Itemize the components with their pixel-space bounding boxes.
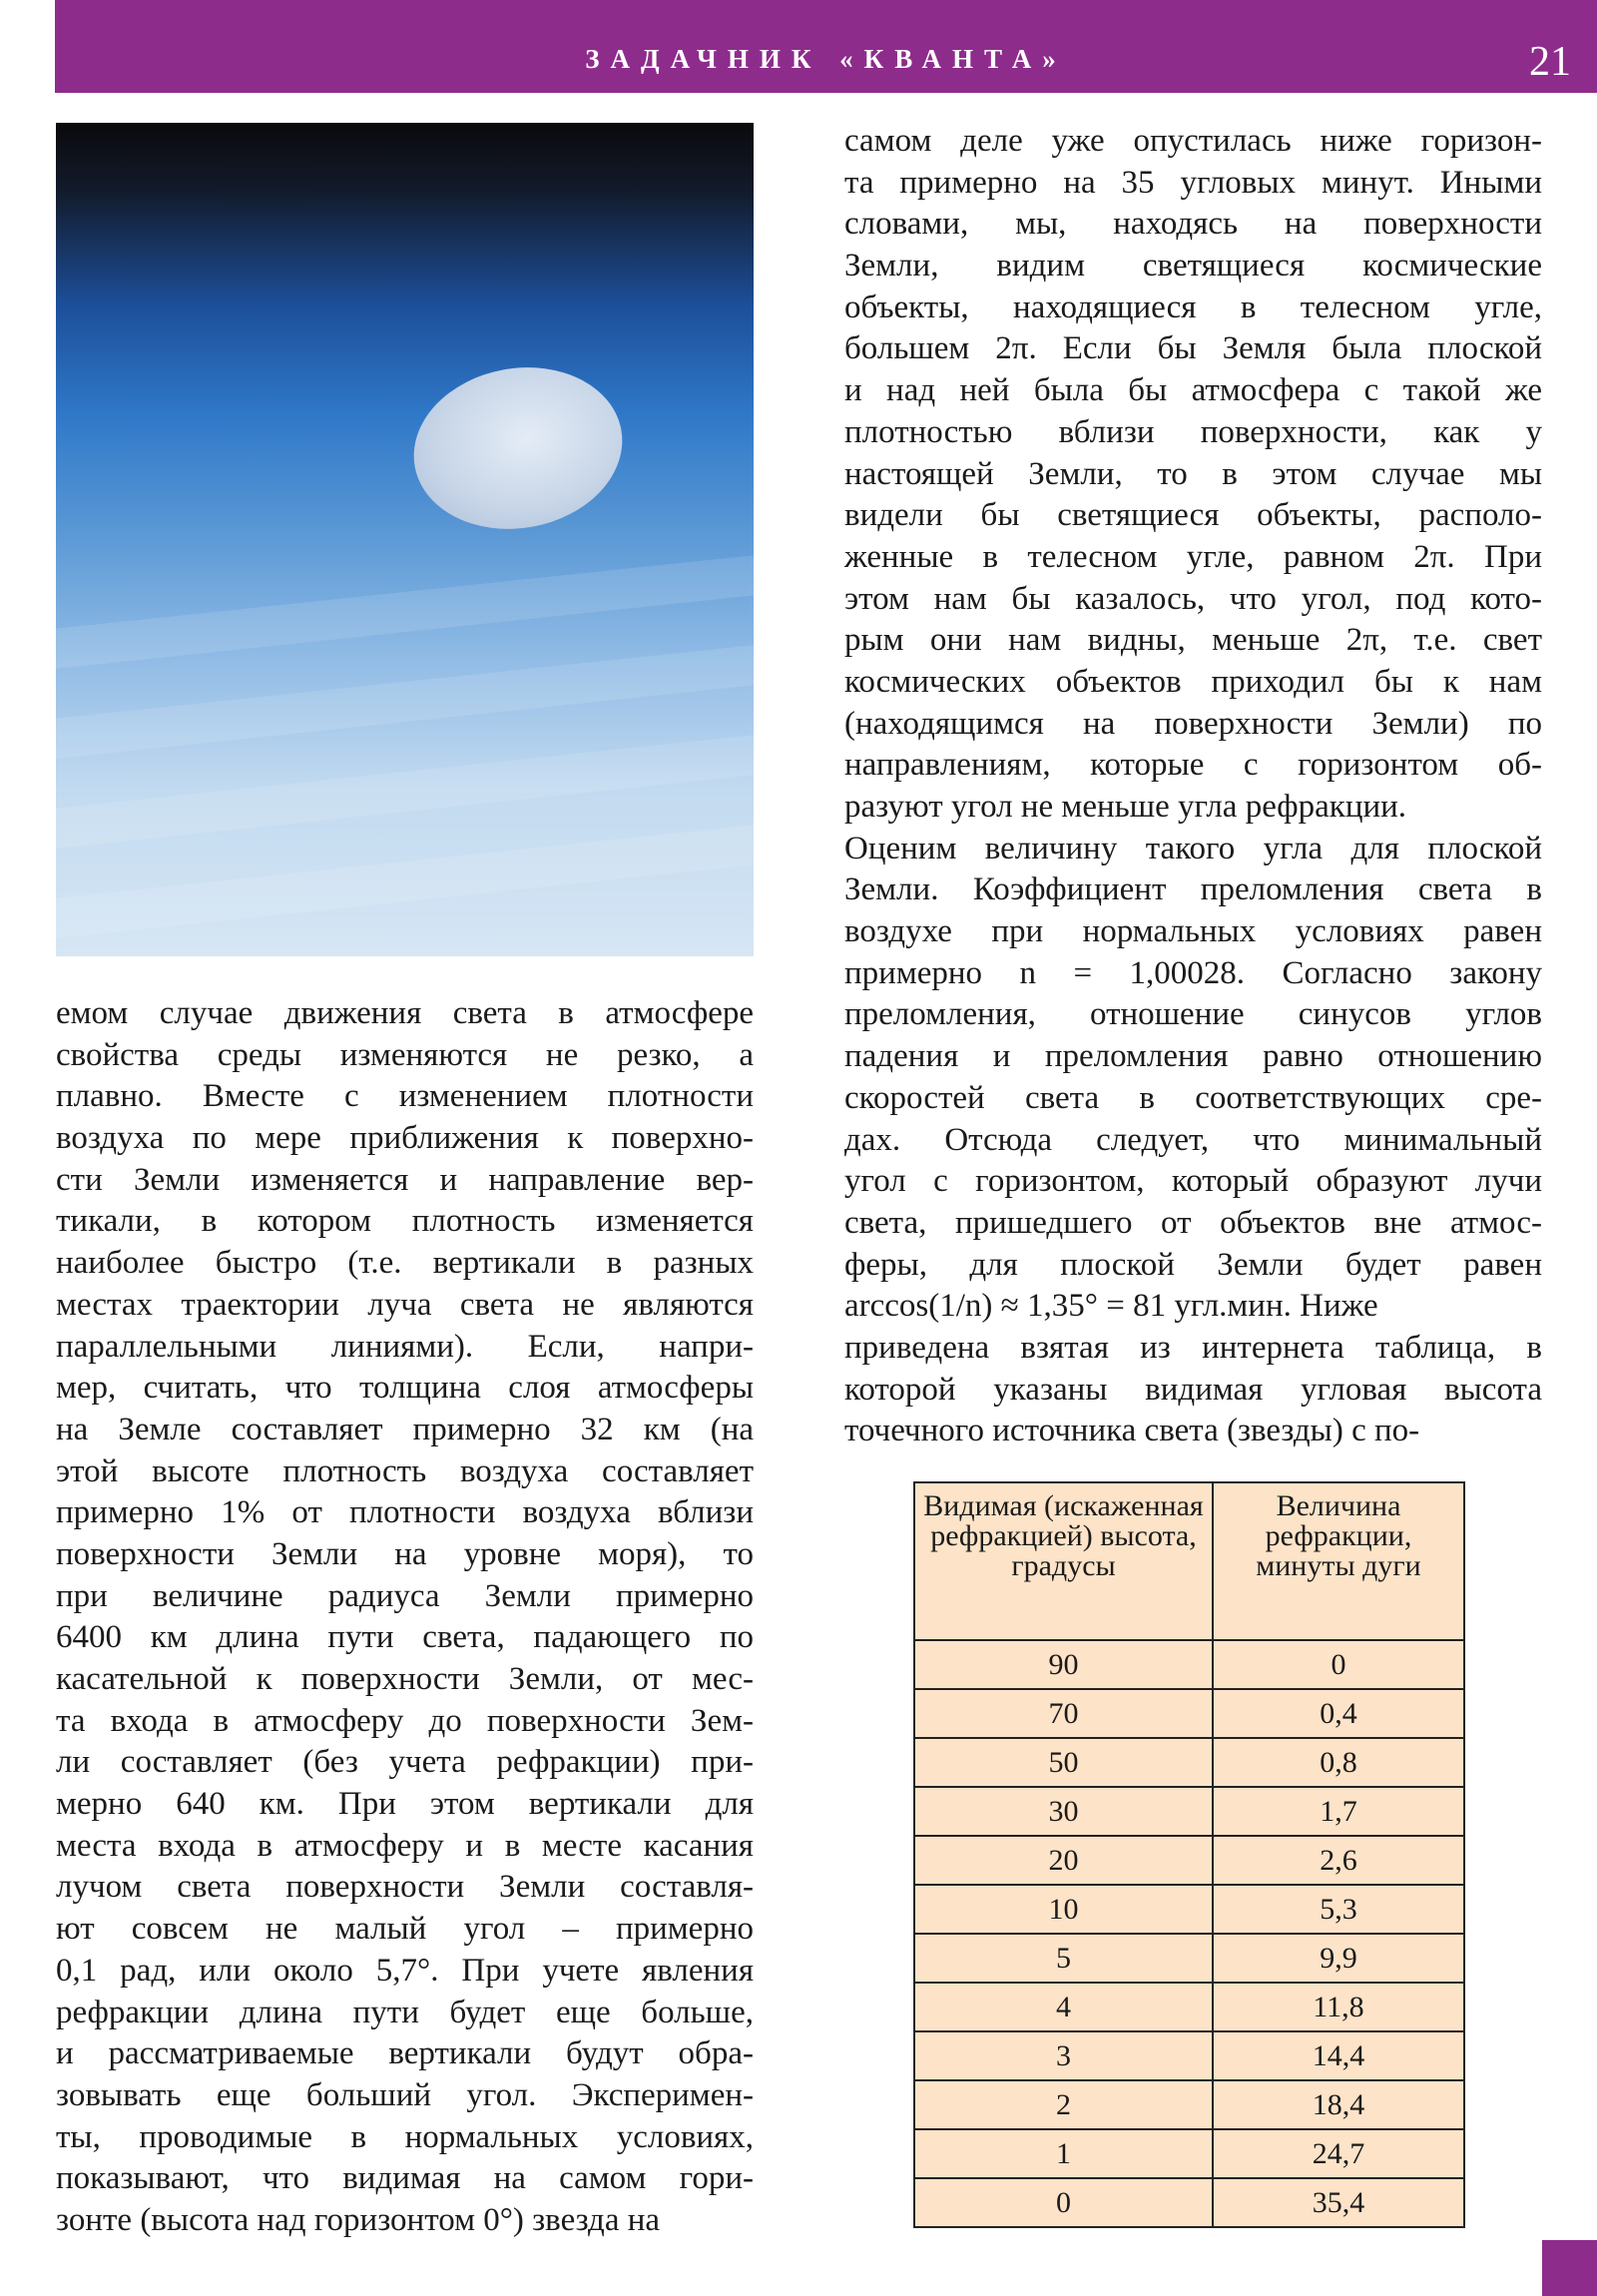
refraction-cell: 14,4 [1213, 2031, 1464, 2080]
text-line: которой указаны видимая угловая высота [844, 1371, 1542, 1408]
text-line: сти Земли изменяется и направление вер- [56, 1161, 754, 1198]
text-line: та примерно на 35 угловых минут. Иными [844, 164, 1542, 201]
altitude-cell: 20 [914, 1836, 1213, 1885]
table-row [914, 1787, 1464, 1836]
text-line: та входа в атмосферу до поверхности Зем- [56, 1702, 754, 1739]
text-line: Оценим величину такого угла для плоской [844, 830, 1542, 866]
table-row [914, 1885, 1464, 1934]
text-line: ли составляет (без учета рефракции) при- [56, 1744, 754, 1781]
altitude-cell: 90 [914, 1640, 1213, 1689]
refraction-cell: 35,4 [1213, 2178, 1464, 2227]
text-line: поверхности Земли на уровне моря), то [56, 1535, 754, 1572]
text-line: примерно n = 1,00028. Согласно закону [844, 954, 1542, 991]
text-line: воздуха по мере приближения к поверхно- [56, 1120, 754, 1157]
text-line: примерно 1% от плотности воздуха вблизи [56, 1494, 754, 1531]
table-row [914, 1983, 1464, 2031]
text-line: наиболее быстро (т.е. вертикали в разных [56, 1245, 754, 1282]
text-line: мер, считать, что толщина слоя атмосферы [56, 1370, 754, 1407]
altitude-cell: 30 [914, 1787, 1213, 1836]
text-line: местах траектории луча света не являются [56, 1286, 754, 1323]
altitude-cell: 50 [914, 1738, 1213, 1787]
text-line: зонте (высота над горизонтом 0°) звезда на [56, 2201, 661, 2238]
text-line: преломления, отношение синусов углов [844, 996, 1542, 1033]
text-line: arccos(1/n) ≈ 1,35° = 81 угл.мин. Ниже [844, 1288, 1378, 1325]
text-line: этой высоте плотность воздуха составляет [56, 1452, 754, 1489]
refraction-cell: 0 [1213, 1640, 1464, 1689]
altitude-cell: 1 [914, 2129, 1213, 2178]
text-line: дах. Отсюда следует, что минимальный [844, 1121, 1542, 1158]
text-line: самом деле уже опустилась ниже горизон- [844, 123, 1542, 159]
page-corner-marker [1542, 2240, 1597, 2296]
text-line: зовывать еще больший угол. Эксперимен- [56, 2076, 754, 2113]
text-line: тикали, в котором плотность изменяется [56, 1203, 754, 1240]
table-row [914, 1738, 1464, 1787]
refraction-table [913, 1481, 1465, 2228]
altitude-cell: 2 [914, 2080, 1213, 2129]
text-line: объекты, находящиеся в телесном угле, [844, 288, 1542, 325]
refraction-cell: 1,7 [1213, 1787, 1464, 1836]
text-line: разуют угол не меньше угла рефракции. [844, 789, 1407, 825]
text-line: скоростей света в соответствующих сре- [844, 1079, 1542, 1116]
text-line: и над ней была бы атмосфера с такой же [844, 372, 1542, 409]
text-line: приведена взятая из интернета таблица, в [844, 1329, 1542, 1366]
refraction-cell: 5,3 [1213, 1885, 1464, 1934]
refraction-cell: 0,8 [1213, 1738, 1464, 1787]
text-line: настоящей Земли, то в этом случае мы [844, 455, 1542, 492]
text-line: емом случае движения света в атмосфере [56, 995, 754, 1031]
altitude-cell: 5 [914, 1934, 1213, 1983]
moon-over-earth-photo [56, 123, 754, 956]
refraction-cell: 18,4 [1213, 2080, 1464, 2129]
altitude-cell: 10 [914, 1885, 1213, 1934]
text-line: рым они нам видны, меньше 2π, т.е. свет [844, 622, 1542, 659]
table-row [914, 1640, 1464, 1689]
text-line: касательной к поверхности Земли, от мес- [56, 1661, 754, 1697]
text-line: показывают, что видимая на самом гори- [56, 2160, 754, 2197]
text-line: падения и преломления равно отношению [844, 1038, 1542, 1075]
text-line: ют совсем не малый угол – примерно [56, 1911, 754, 1948]
table-row [914, 2031, 1464, 2080]
text-line: Земли, видим светящиеся космические [844, 248, 1542, 285]
table-row [914, 2080, 1464, 2129]
page-number: 21 [1529, 39, 1571, 85]
text-line: плавно. Вместе с изменением плотности [56, 1078, 754, 1115]
text-line: большем 2π. Если бы Земля была плоской [844, 330, 1542, 367]
text-line: (находящимся на поверхности Земли) по [844, 705, 1542, 742]
table-row [914, 1934, 1464, 1983]
text-line: 0,1 рад, или около 5,7°. При учете явления [56, 1952, 754, 1989]
refraction-cell: 2,6 [1213, 1836, 1464, 1885]
text-line: угол с горизонтом, который образуют лучи [844, 1163, 1542, 1200]
text-line: этом нам бы казалось, что угол, под кото- [844, 580, 1542, 617]
text-line: плотностью вблизи поверхности, как у [844, 413, 1542, 450]
text-line: и рассматриваемые вертикали будут обра- [56, 2035, 754, 2072]
text-line: света, пришедшего от объектов вне атмос- [844, 1204, 1542, 1241]
table-row [914, 2178, 1464, 2227]
text-line: 6400 км длина пути света, падающего по [56, 1619, 754, 1656]
text-line: на Земле составляет примерно 32 км (на [56, 1411, 754, 1447]
text-line: космических объектов приходил бы к нам [844, 663, 1542, 700]
table-row [914, 2129, 1464, 2178]
column-header-refraction: Величина рефракции, минуты дуги [1213, 1482, 1464, 1640]
altitude-cell: 0 [914, 2178, 1213, 2227]
text-line: женные в телесном угле, равном 2π. При [844, 538, 1542, 575]
text-line: направлениям, которые с горизонтом об- [844, 747, 1542, 784]
refraction-cell: 24,7 [1213, 2129, 1464, 2178]
text-line: при величине радиуса Земли примерно [56, 1577, 754, 1614]
text-line: феры, для плоской Земли будет равен [844, 1246, 1542, 1283]
refraction-cell: 9,9 [1213, 1934, 1464, 1983]
text-line: воздухе при нормальных условиях равен [844, 913, 1542, 950]
journal-section-title: ЗАДАЧНИК «КВАНТА» [585, 44, 1067, 74]
altitude-cell: 70 [914, 1689, 1213, 1738]
text-line: видели бы светящиеся объекты, располо- [844, 497, 1542, 534]
text-line: точечного источника света (звезды) с по- [844, 1413, 1420, 1449]
page-header [55, 0, 1597, 93]
table-header-row [914, 1482, 1464, 1640]
altitude-cell: 3 [914, 2031, 1213, 2080]
text-line: места входа в атмосферу и в месте касания [56, 1827, 754, 1864]
altitude-cell: 4 [914, 1983, 1213, 2031]
text-line: лучом света поверхности Земли составля- [56, 1869, 754, 1906]
text-line: мерно 640 км. При этом вертикали для [56, 1786, 754, 1823]
text-line: Земли. Коэффициент преломления света в [844, 871, 1542, 908]
text-line: рефракции длина пути будет еще больше, [56, 1994, 754, 2030]
left-text-column [56, 993, 754, 2242]
moon [401, 351, 636, 545]
text-line: параллельными линиями). Если, напри- [56, 1328, 754, 1365]
refraction-cell: 11,8 [1213, 1983, 1464, 2031]
right-text-column [844, 121, 1542, 1452]
text-line: свойства среды изменяются не резко, а [56, 1036, 754, 1073]
text-line: словами, мы, находясь на поверхности [844, 206, 1542, 243]
refraction-cell: 0,4 [1213, 1689, 1464, 1738]
table-row [914, 1836, 1464, 1885]
table-row [914, 1689, 1464, 1738]
text-line: ты, проводимые в нормальных условиях, [56, 2118, 754, 2155]
column-header-altitude: Видимая (искаженная рефракцией) высота, градусы [914, 1482, 1213, 1640]
